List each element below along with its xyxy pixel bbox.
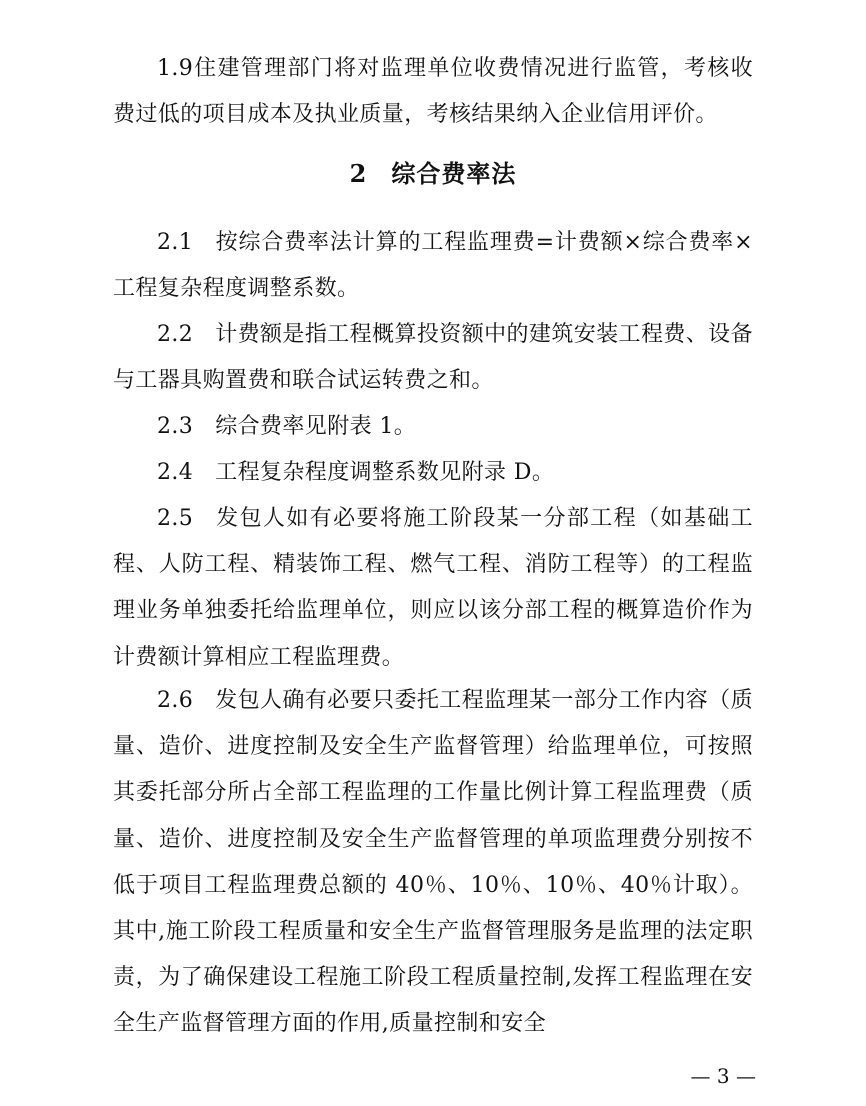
section-2-title: 综合费率法 (391, 159, 517, 188)
paragraph-2-6 (113, 678, 753, 1048)
paragraph-2-1 (113, 220, 753, 312)
paragraph-2-4-number: 2.4 (157, 460, 194, 485)
paragraph-2-3-text: 综合费率见附表 1。 (215, 414, 417, 439)
section-2-number: 2 (349, 159, 368, 188)
paragraph-2-3-number: 2.3 (157, 414, 194, 439)
page-number (0, 1064, 866, 1088)
paragraph-1-9 (113, 46, 753, 138)
paragraph-2-5-text: 发包人如有必要将施工阶段某一分部工程（如基础工程、人防工程、精装饰工程、燃气工程、消防工程等）的工程监理业务单独委托给监理单位，则应以该分部工程的概算造价作为计费额计算相应工程监理费。 (113, 506, 753, 670)
paragraph-2-2-text: 计费额是指工程概算投资额中的建筑安装工程费、设备与工器具购置费和联合试运转费之和。 (113, 322, 753, 394)
paragraph-2-2-number: 2.2 (157, 322, 194, 347)
paragraph-2-5-number: 2.5 (157, 506, 194, 531)
page-number-text: — 3 — (690, 1064, 756, 1088)
paragraph-2-6-number: 2.6 (157, 688, 194, 713)
paragraph-2-4-text: 工程复杂程度调整系数见附录 D。 (215, 460, 555, 485)
paragraph-2-4 (113, 450, 753, 496)
section-2-heading (0, 152, 866, 196)
paragraph-2-1-number: 2.1 (157, 230, 194, 255)
paragraph-2-6-text: 发包人确有必要只委托工程监理某一部分工作内容（质量、造价、进度控制及安全生产监督管理）给监理单位，可按照其委托部分所占全部工程监理的工作量比例计算工程监理费（质量、造价、进度控制及安全生产监督管理的单项监理费分别按不低于项目工程监理费总额的 40％、10％、10％、40％计取）。其中,施工阶段工程质量和安全生产监督管理服务是监理的法定职责，为了确保建设工程施工阶段工程质量控制,发挥工程监理在安全生产监督管理方面的作用,质量控制和安全 (113, 688, 753, 1037)
paragraph-2-3 (113, 404, 753, 450)
paragraph-1-9-text: 1.9住建管理部门将对监理单位收费情况进行监管，考核收费过低的项目成本及执业质量，考核结果纳入企业信用评价。 (113, 56, 753, 128)
paragraph-2-1-text: 按综合费率法计算的工程监理费=计费额×综合费率×工程复杂程度调整系数。 (113, 230, 753, 302)
paragraph-2-2 (113, 312, 753, 404)
paragraph-2-5 (113, 496, 753, 681)
